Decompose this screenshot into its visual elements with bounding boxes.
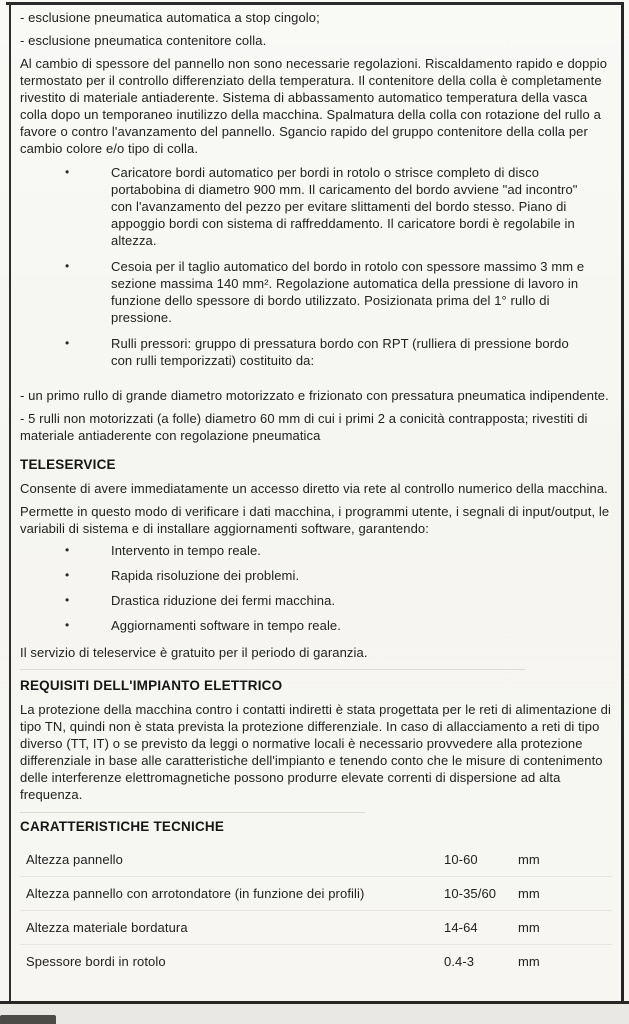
spec-label: Altezza materiale bordatura (26, 920, 188, 935)
feature-bullet-item (20, 164, 612, 249)
bullet-icon: • (65, 165, 70, 179)
tech-specs-heading: CARATTERISTICHE TECNICHE (20, 819, 225, 834)
bullet-icon: • (65, 618, 70, 632)
teleservice-bullet-item (20, 592, 612, 609)
document-content (20, 9, 612, 978)
exclusion-item: - esclusione pneumatica contenitore colla. (20, 33, 267, 48)
teleservice-bullet-text: Rapida risoluzione dei problemi. (111, 568, 300, 583)
page-border-top (6, 2, 624, 5)
teleservice-bullet-item (20, 617, 612, 634)
teleservice-bullet-text: Intervento in tempo reale. (111, 543, 262, 558)
exclusion-item: - esclusione pneumatica automatica a stop cingolo; (20, 10, 320, 25)
spec-unit: mm (518, 954, 540, 969)
spec-label: Altezza pannello (26, 851, 123, 867)
scan-smudge-artifact (0, 1015, 56, 1024)
intro-paragraph: Al cambio di spessore del pannello non sono necessarie regolazioni. Riscaldamento rapido e doppio termostato per il controllo differenziato della temperatura. Il contenitore della colla è completamente rivestito di materiale antiaderente. Sistema di abbassamento automatico temperatura della vasca colla dopo un temporaneo inutilizzo della macchina. Spalmatura della colla con rotazione del rullo a favore o contro l'avanzamento del pannello. Sgancio rapido del gruppo contenitore della colla per cambio colore e/o tipo di colla. (20, 56, 608, 156)
spec-value: 0.4-3 (444, 954, 475, 969)
spec-unit: mm (518, 851, 540, 867)
spec-value: 14-64 (444, 920, 478, 935)
teleservice-bullet-item (20, 542, 612, 559)
feature-bullet-item (20, 258, 612, 326)
tech-specs-table (20, 842, 612, 978)
scanner-edge-strip (0, 1004, 629, 1024)
electrical-paragraph: La protezione della macchina contro i contatti indiretti è stata progettata per le reti di alimentazione di tipo TN, quindi non è stata prevista la protezione differenziale. In caso di allacciamento a reti di tipo diverso (TT, IT) o se previsto da leggi o normative locali è necessario provvedere alla protezione differenziale in base alle caratteristiche dell'impianto e tenendo conto che le misure di contenimento delle interferenze elettromagnetiche possono produrre elevate correnti di dispersione ad alta frequenza. (20, 702, 611, 802)
page-border-right (621, 2, 624, 1003)
table-row (20, 910, 612, 944)
feature-text: Cesoia per il taglio automatico del bordo in rotolo con spessore massimo 3 mm e sezione massima 140 mm². Regolazione automatica della pressione di lavoro in funzione dello spessore di bordo utilizzato. Posizionata prima del 1° rullo di pressione. (111, 259, 585, 325)
bullet-icon: • (65, 593, 70, 607)
bullet-icon: • (65, 336, 70, 350)
feature-text: Caricatore bordi automatico per bordi in rotolo o strisce completo di disco portabobina di diametro 900 mm. Il caricamento del bordo avviene "ad incontro" con l'avanzamento del pezzo per evitare slittamenti del bordo stesso. Piano di appoggio bordi con sistema di raffreddamento. Il caricatore bordi è regolabile in altezza. (111, 165, 578, 248)
teleservice-closing: Il servizio di teleservice è gratuito per il periodo di garanzia. (20, 645, 368, 660)
spec-unit: mm (518, 920, 540, 935)
spec-label: Spessore bordi in rotolo (26, 954, 166, 969)
bullet-icon: • (65, 259, 70, 273)
faint-scan-line (20, 669, 525, 670)
roller-dash-item: - 5 rulli non motorizzati (a folle) diametro 60 mm di cui i primi 2 a conicità contrapposta; rivestiti di materiale antiaderente con regolazione pneumatica (20, 411, 588, 443)
spec-label: Altezza pannello con arrotondatore (in funzione dei profili) (26, 886, 365, 901)
table-row (20, 876, 612, 910)
page-border-left (9, 2, 11, 1003)
roller-dash-item: - un primo rullo di grande diametro motorizzato e frizionato con pressatura pneumatica indipendente. (20, 388, 609, 403)
feature-text: Rulli pressori: gruppo di pressatura bordo con RPT (rulliera di pressione bordo con rulli temporizzati) costituito da: (111, 336, 569, 368)
table-row (20, 944, 612, 978)
teleservice-paragraph: Permette in questo modo di verificare i dati macchina, i programmi utente, i segnali di input/output, le variabili di sistema e di installare aggiornamenti software, garantendo: (20, 504, 610, 536)
table-row (20, 842, 612, 876)
teleservice-bullet-text: Aggiornamenti software in tempo reale. (111, 618, 341, 633)
bullet-icon: • (65, 543, 70, 557)
teleservice-bullet-item (20, 567, 612, 584)
teleservice-bullet-text: Drastica riduzione dei fermi macchina. (111, 593, 336, 608)
spec-value: 10-60 (444, 851, 478, 867)
faint-scan-line (20, 812, 365, 813)
teleservice-paragraph: Consente di avere immediatamente un accesso diretto via rete al controllo numerico della macchina. (20, 481, 608, 496)
spec-unit: mm (518, 886, 540, 901)
spec-value: 10-35/60 (444, 886, 497, 901)
teleservice-heading: TELESERVICE (20, 457, 116, 472)
feature-bullet-item (20, 335, 612, 369)
bullet-icon: • (65, 568, 70, 582)
electrical-heading: REQUISITI DELL'IMPIANTO ELETTRICO (20, 678, 283, 693)
